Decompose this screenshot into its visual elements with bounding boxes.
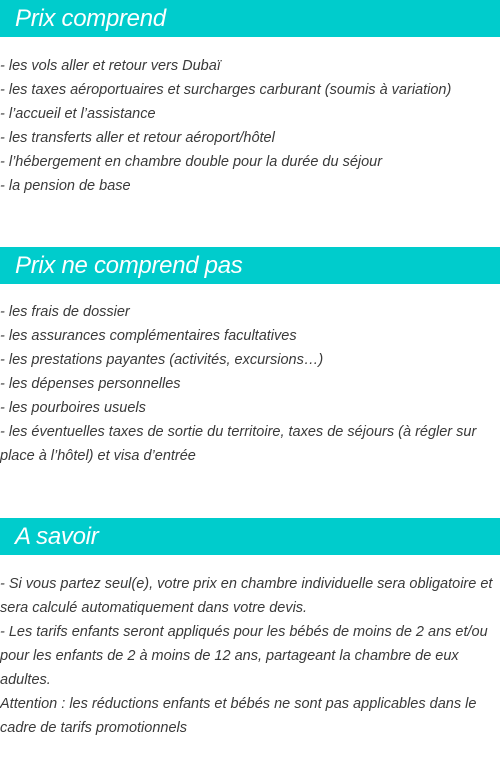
section-header xyxy=(0,0,500,37)
list-item: - les prestations payantes (activités, excursions…) xyxy=(0,352,324,368)
list-item: - la pension de base xyxy=(0,178,131,194)
section-title: A savoir xyxy=(15,523,99,550)
list-item: - les transferts aller et retour aéroport/hôtel xyxy=(0,130,275,146)
list-item: - les dépenses personnelles xyxy=(0,376,181,392)
list-item: - les taxes aéroportuaires et surcharges carburant (soumis à variation) xyxy=(0,82,452,98)
list-item: - les frais de dossier xyxy=(0,304,130,320)
section-header xyxy=(0,518,500,555)
section-title: Prix ne comprend pas xyxy=(15,252,243,279)
section-title: Prix comprend xyxy=(15,5,166,32)
paragraph: Attention : les réductions enfants et bébés ne sont pas applicables dans le cadre de tarifs promotionnels xyxy=(0,696,477,736)
section-prix-ne-comprend-pas xyxy=(0,247,500,468)
paragraph: - Les tarifs enfants seront appliqués pour les bébés de moins de 2 ans et/ou pour les enfants de 2 à moins de 12 ans, partageant la chambre de eux adultes. xyxy=(0,624,488,688)
list-item: - les éventuelles taxes de sortie du territoire, taxes de séjours (à régler sur place à l’hôtel) et visa d’entrée xyxy=(0,424,477,464)
section-body xyxy=(0,284,500,468)
list-item: - l’hébergement en chambre double pour la durée du séjour xyxy=(0,154,383,170)
section-body xyxy=(0,555,500,740)
section-a-savoir xyxy=(0,518,500,740)
section-header xyxy=(0,247,500,284)
section-prix-comprend xyxy=(0,0,500,198)
list-item: - l’accueil et l’assistance xyxy=(0,106,156,122)
section-body xyxy=(0,37,500,198)
list-item: - les pourboires usuels xyxy=(0,400,146,416)
list-item: - les assurances complémentaires facultatives xyxy=(0,328,297,344)
paragraph: - Si vous partez seul(e), votre prix en chambre individuelle sera obligatoire et sera calculé automatiquement dans votre devis. xyxy=(0,576,493,616)
list-item: - les vols aller et retour vers Dubaï xyxy=(0,58,221,74)
